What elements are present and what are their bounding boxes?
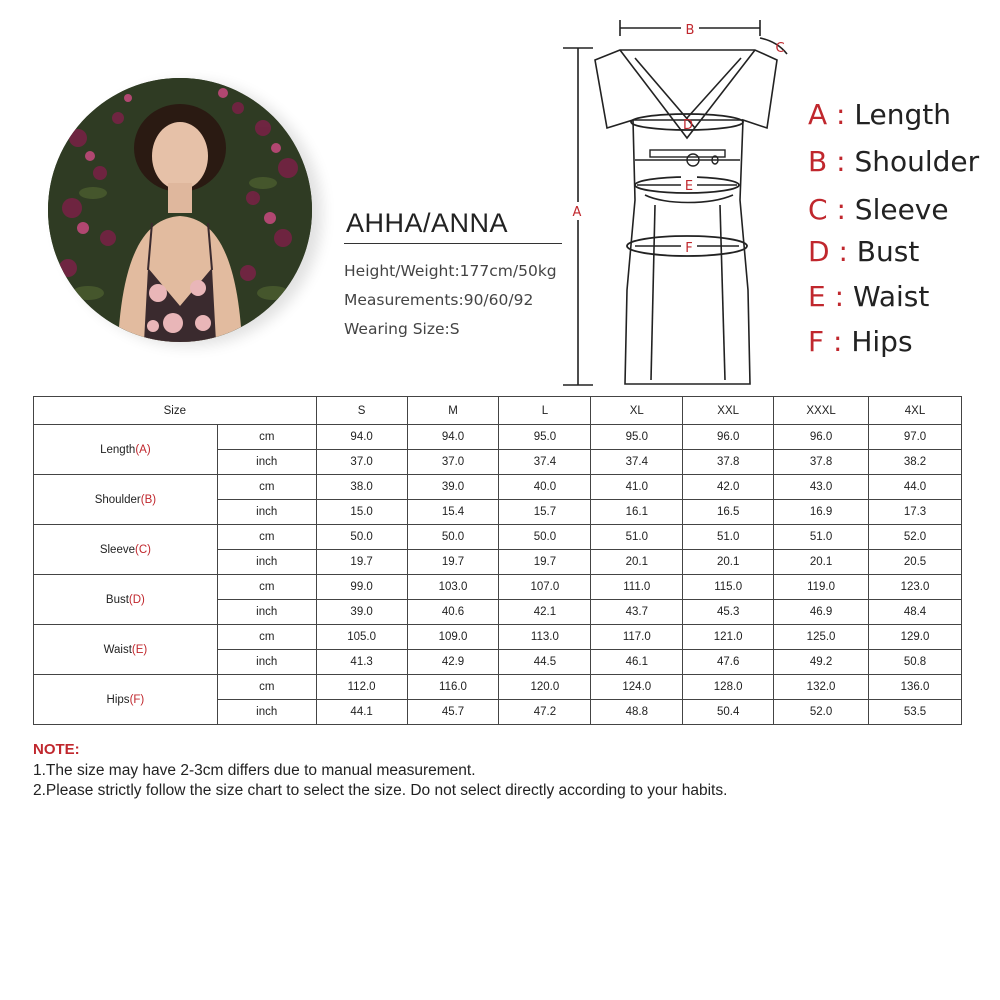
legend-item-bust	[808, 235, 919, 268]
diagram-label-c: C	[775, 41, 785, 56]
value-cell: 46.1	[591, 650, 683, 675]
value-cell: 20.1	[774, 550, 869, 575]
table-row	[34, 425, 962, 450]
model-measurements: Measurements:90/60/92	[344, 291, 534, 309]
table-body	[34, 425, 962, 725]
measurement-name-cell	[34, 525, 218, 575]
table-row	[34, 625, 962, 650]
size-column-header: XXL	[683, 397, 774, 425]
unit-cell: inch	[217, 700, 316, 725]
value-cell: 51.0	[774, 525, 869, 550]
value-cell: 128.0	[683, 675, 774, 700]
legend-item-length	[808, 98, 951, 131]
value-cell: 20.5	[869, 550, 962, 575]
value-cell: 112.0	[316, 675, 407, 700]
measurement-code: (A)	[135, 443, 151, 456]
value-cell: 129.0	[869, 625, 962, 650]
legend-letter: D	[808, 235, 830, 268]
value-cell: 103.0	[407, 575, 499, 600]
value-cell: 42.9	[407, 650, 499, 675]
measurement-name-cell	[34, 425, 218, 475]
diagram-label-b: B	[685, 23, 695, 38]
value-cell: 50.0	[316, 525, 407, 550]
value-cell: 19.7	[407, 550, 499, 575]
measurement-code: (B)	[140, 493, 157, 506]
value-cell: 44.1	[316, 700, 407, 725]
value-cell: 47.6	[683, 650, 774, 675]
legend-item-hips	[808, 325, 913, 358]
unit-cell: inch	[217, 600, 316, 625]
diagram-label-d: D	[682, 118, 694, 133]
value-cell: 53.5	[869, 700, 962, 725]
value-cell: 41.3	[316, 650, 407, 675]
value-cell: 94.0	[407, 425, 499, 450]
value-cell: 105.0	[316, 625, 407, 650]
value-cell: 50.0	[407, 525, 499, 550]
value-cell: 16.5	[683, 500, 774, 525]
measurement-code: (E)	[131, 643, 148, 656]
table-row	[34, 575, 962, 600]
value-cell: 38.2	[869, 450, 962, 475]
value-cell: 15.0	[316, 500, 407, 525]
value-cell: 117.0	[591, 625, 683, 650]
value-cell: 37.4	[591, 450, 683, 475]
value-cell: 16.1	[591, 500, 683, 525]
unit-cell: inch	[217, 450, 316, 475]
size-column-header: 4XL	[869, 397, 962, 425]
measurement-name-cell	[34, 625, 218, 675]
legend-item-waist	[808, 280, 929, 313]
model-photo-image	[48, 78, 312, 342]
value-cell: 113.0	[499, 625, 591, 650]
value-cell: 16.9	[774, 500, 869, 525]
unit-cell: cm	[217, 625, 316, 650]
value-cell: 116.0	[407, 675, 499, 700]
measurement-name: Length	[100, 443, 136, 456]
value-cell: 121.0	[683, 625, 774, 650]
value-cell: 20.1	[591, 550, 683, 575]
value-cell: 51.0	[591, 525, 683, 550]
value-cell: 46.9	[774, 600, 869, 625]
value-cell: 123.0	[869, 575, 962, 600]
model-photo	[48, 78, 312, 342]
value-cell: 43.7	[591, 600, 683, 625]
value-cell: 37.8	[683, 450, 774, 475]
value-cell: 39.0	[316, 600, 407, 625]
value-cell: 109.0	[407, 625, 499, 650]
measurement-name-cell	[34, 675, 218, 725]
size-table	[33, 396, 962, 725]
measurement-code: (D)	[128, 593, 145, 606]
value-cell: 50.0	[499, 525, 591, 550]
value-cell: 136.0	[869, 675, 962, 700]
value-cell: 40.0	[499, 475, 591, 500]
model-wearing-size: Wearing Size:S	[344, 320, 460, 338]
size-header: Size	[34, 397, 317, 425]
value-cell: 124.0	[591, 675, 683, 700]
unit-cell: cm	[217, 425, 316, 450]
value-cell: 50.4	[683, 700, 774, 725]
value-cell: 97.0	[869, 425, 962, 450]
value-cell: 95.0	[499, 425, 591, 450]
legend-letter: C	[808, 193, 828, 226]
value-cell: 96.0	[683, 425, 774, 450]
measurement-code: (C)	[135, 543, 151, 556]
value-cell: 19.7	[316, 550, 407, 575]
value-cell: 40.6	[407, 600, 499, 625]
legend-separator: :	[827, 145, 855, 178]
legend-item-sleeve	[808, 193, 949, 226]
value-cell: 48.4	[869, 600, 962, 625]
measurement-code: (F)	[129, 693, 145, 706]
size-column-header: M	[407, 397, 499, 425]
value-cell: 52.0	[869, 525, 962, 550]
table-row	[34, 525, 962, 550]
value-cell: 15.7	[499, 500, 591, 525]
value-cell: 37.8	[774, 450, 869, 475]
value-cell: 107.0	[499, 575, 591, 600]
value-cell: 38.0	[316, 475, 407, 500]
measurement-name: Bust	[105, 593, 129, 606]
value-cell: 45.3	[683, 600, 774, 625]
model-name-underline	[344, 243, 562, 244]
value-cell: 52.0	[774, 700, 869, 725]
value-cell: 48.8	[591, 700, 683, 725]
value-cell: 20.1	[683, 550, 774, 575]
legend-text: Sleeve	[854, 193, 949, 226]
model-name: AHHA/ANNA	[346, 208, 509, 238]
dress-outline	[595, 50, 777, 384]
value-cell: 96.0	[774, 425, 869, 450]
value-cell: 42.1	[499, 600, 591, 625]
legend-separator: :	[827, 98, 855, 131]
legend-separator: :	[825, 280, 853, 313]
value-cell: 44.0	[869, 475, 962, 500]
value-cell: 42.0	[683, 475, 774, 500]
note-line-1: 1.The size may have 2-3cm differs due to manual measurement.	[33, 762, 476, 779]
value-cell: 94.0	[316, 425, 407, 450]
table-row	[34, 675, 962, 700]
unit-cell: cm	[217, 475, 316, 500]
table-row	[34, 475, 962, 500]
value-cell: 115.0	[683, 575, 774, 600]
model-height-weight: Height/Weight:177cm/50kg	[344, 262, 557, 280]
value-cell: 95.0	[591, 425, 683, 450]
legend-text: Hips	[851, 325, 913, 358]
legend-letter: E	[808, 280, 826, 313]
value-cell: 37.4	[499, 450, 591, 475]
value-cell: 99.0	[316, 575, 407, 600]
legend-letter: B	[808, 145, 828, 178]
measurement-name: Shoulder	[94, 493, 141, 506]
table-header-row	[34, 397, 962, 425]
unit-cell: cm	[217, 675, 316, 700]
value-cell: 41.0	[591, 475, 683, 500]
value-cell: 15.4	[407, 500, 499, 525]
value-cell: 132.0	[774, 675, 869, 700]
unit-cell: cm	[217, 575, 316, 600]
measurement-name: Sleeve	[99, 543, 135, 556]
legend-text: Shoulder	[854, 145, 980, 178]
size-column-header: S	[316, 397, 407, 425]
value-cell: 43.0	[774, 475, 869, 500]
value-cell: 120.0	[499, 675, 591, 700]
diagram-label-e: E	[684, 179, 694, 194]
unit-cell: inch	[217, 650, 316, 675]
measurement-name-cell	[34, 575, 218, 625]
note-line-2: 2.Please strictly follow the size chart to select the size. Do not select directly according to your habits.	[33, 782, 728, 799]
value-cell: 37.0	[316, 450, 407, 475]
value-cell: 50.8	[869, 650, 962, 675]
value-cell: 47.2	[499, 700, 591, 725]
value-cell: 51.0	[683, 525, 774, 550]
legend-letter: A	[808, 98, 828, 131]
value-cell: 45.7	[407, 700, 499, 725]
legend-letter: F	[808, 325, 825, 358]
diagram-label-a: A	[572, 205, 582, 220]
unit-cell: inch	[217, 550, 316, 575]
diagram-label-f: F	[685, 241, 693, 256]
legend-text: Waist	[852, 280, 930, 313]
value-cell: 17.3	[869, 500, 962, 525]
value-cell: 19.7	[499, 550, 591, 575]
value-cell: 44.5	[499, 650, 591, 675]
unit-cell: cm	[217, 525, 316, 550]
measurement-name-cell	[34, 475, 218, 525]
size-column-header: XL	[591, 397, 683, 425]
size-column-header: XXXL	[774, 397, 869, 425]
measurement-name: Waist	[103, 643, 132, 656]
size-column-header: L	[499, 397, 591, 425]
legend-item-shoulder	[808, 145, 979, 178]
value-cell: 111.0	[591, 575, 683, 600]
measurement-name: Hips	[106, 693, 130, 706]
unit-cell: inch	[217, 500, 316, 525]
legend-text: Bust	[856, 235, 920, 268]
value-cell: 125.0	[774, 625, 869, 650]
dress-diagram	[555, 10, 805, 390]
value-cell: 119.0	[774, 575, 869, 600]
note-title: NOTE:	[33, 741, 80, 758]
value-cell: 37.0	[407, 450, 499, 475]
legend-text: Length	[854, 98, 951, 131]
value-cell: 39.0	[407, 475, 499, 500]
legend-separator: :	[827, 193, 855, 226]
legend-separator: :	[824, 325, 852, 358]
legend-separator: :	[829, 235, 857, 268]
value-cell: 49.2	[774, 650, 869, 675]
